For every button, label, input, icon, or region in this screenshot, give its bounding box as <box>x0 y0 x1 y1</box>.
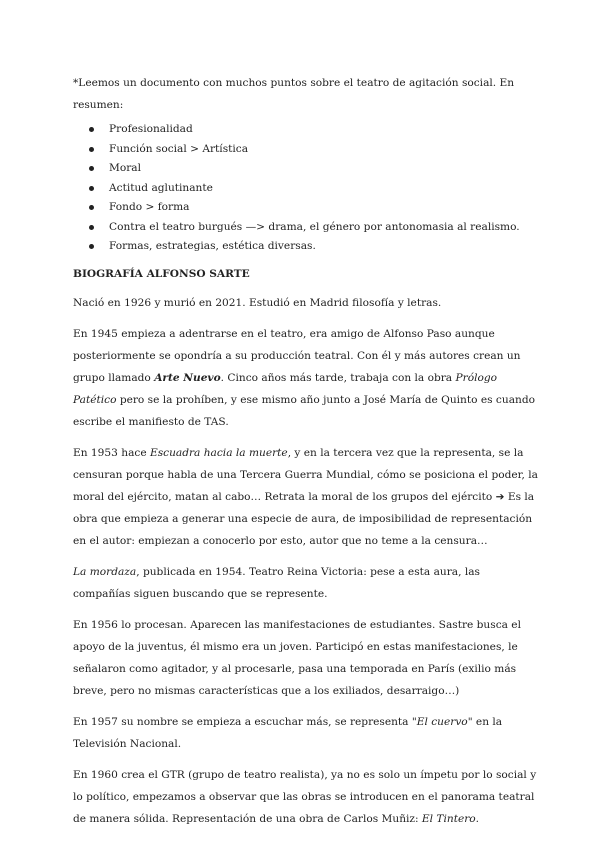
paragraph-1945: En 1945 empieza a adentrarse en el teatro, era amigo de Alfonso Paso aunque posteriormente se opondría a su producción teatral. Con él y más autores crean un grupo llamado Arte Nuevo. Cinco años más tarde, trabaja con la obra Prólogo Patético pero se la prohíben, y ese mismo año junto a José María de Quinto es cuando escribe el manifiesto de TAS. <box>73 327 535 428</box>
work-title: La mordaza <box>73 565 137 578</box>
paragraph-1953: En 1953 hace Escuadra hacia la muerte, y en la tercera vez que la representa, se la censuran porque habla de una Tercera Guerra Mundial, cómo se posiciona el poder, la moral del ejército, matan al cabo… Retrata la moral de los grupos del ejército ➔ Es la obra que empieza a generar una especie de aura, de imposibilidad de representación en el autor: empiezan a conocerlo por esto, autor que no teme a la censura… <box>73 446 538 547</box>
bullet-icon <box>89 127 94 132</box>
list-item-text: Función social > Artística <box>109 142 249 155</box>
bullet-icon <box>89 244 94 249</box>
bullet-icon <box>89 166 94 171</box>
section-heading: BIOGRAFÍA ALFONSO SARTE <box>73 267 250 280</box>
work-title: Escuadra hacia la muerte <box>149 446 288 459</box>
list-item-text: Actitud aglutinante <box>109 181 213 194</box>
work-title: El Tintero <box>421 812 476 825</box>
list-item-text: Profesionalidad <box>109 123 193 135</box>
bullet-icon <box>89 225 94 230</box>
list-item <box>73 218 540 238</box>
list-item-text: Contra el teatro burgués —> drama, el género por antonomasia al realismo. <box>109 220 520 233</box>
bullet-icon <box>89 186 94 191</box>
list-item <box>73 120 540 140</box>
list-item-text: Formas, estrategias, estética diversas. <box>109 240 316 252</box>
list-item <box>73 140 540 160</box>
list-item <box>73 179 540 199</box>
summary-list <box>73 120 540 257</box>
paragraph-1957: En 1957 su nombre se empieza a escuchar más, se representa "El cuervo" en la Televisión Nacional. <box>73 715 503 750</box>
paragraph-1954: La mordaza, publicada en 1954. Teatro Reina Victoria: pese a esta aura, las compañías siguen buscando que se represente. <box>73 565 480 600</box>
list-item <box>73 159 540 179</box>
intro-paragraph: *Leemos un documento con muchos puntos sobre el teatro de agitación social. En resumen: <box>73 77 515 111</box>
bullet-icon <box>89 147 94 152</box>
work-title: "El cuervo" <box>411 715 473 728</box>
paragraph-birth: Nació en 1926 y murió en 2021. Estudió en Madrid filosofía y letras. <box>73 296 442 309</box>
work-title: Prólogo Patético <box>73 371 497 406</box>
list-item <box>73 237 540 257</box>
list-item-text: Moral <box>109 162 141 174</box>
bullet-icon <box>89 205 94 210</box>
paragraph-1960: En 1960 crea el GTR (grupo de teatro realista), ya no es solo un ímpetu por lo social y lo político, empezamos a observar que las obras se introducen en el panorama teatral de manera sólida. Representación de una obra de Carlos Muñiz: El Tintero. <box>73 768 537 825</box>
list-item-text: Fondo > forma <box>109 201 190 213</box>
list-item <box>73 198 540 218</box>
paragraph-1956: En 1956 lo procesan. Aparecen las manifestaciones de estudiantes. Sastre busca el apoyo de la juventus, él mismo era un joven. Participó en estas manifestaciones, le señalaron como agitador, y al procesarle, pasa una temporada en París (exilio más breve, pero no mismas características que a los exiliados, desarraigo…) <box>73 618 521 697</box>
work-title: Arte Nuevo <box>154 371 221 384</box>
